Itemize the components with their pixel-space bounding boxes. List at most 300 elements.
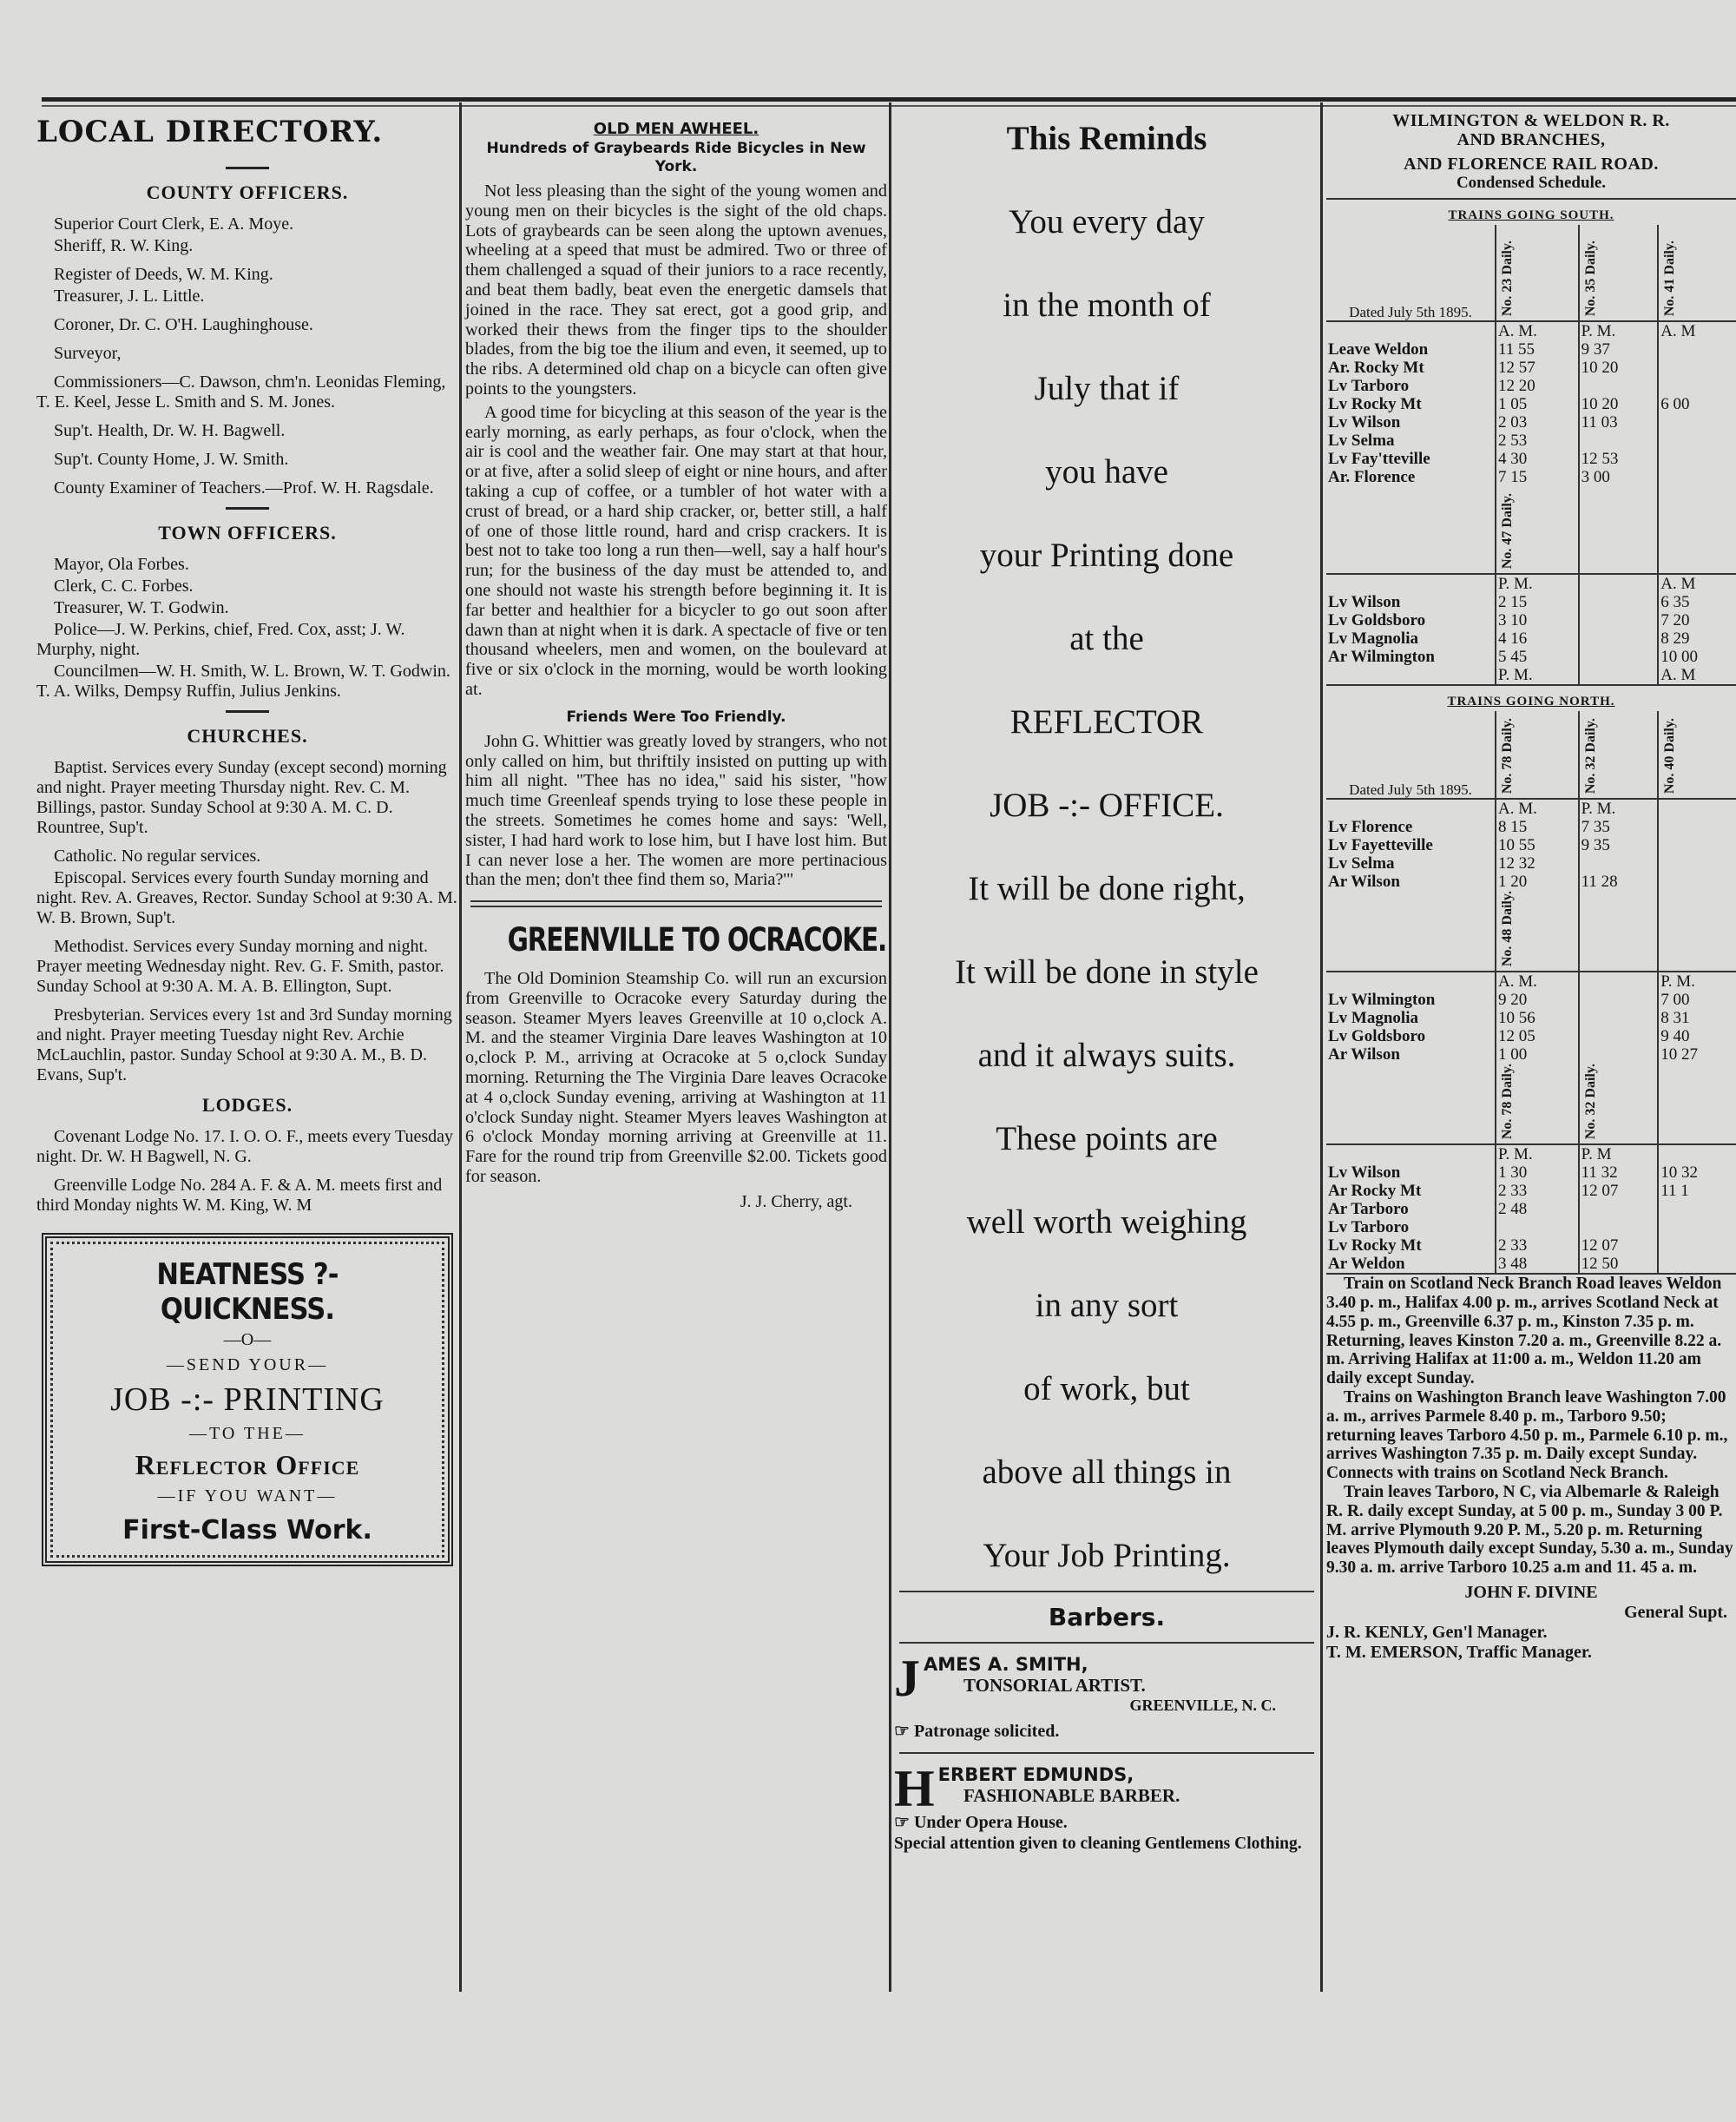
time-cell bbox=[1658, 359, 1736, 377]
north-rows-1 bbox=[1326, 799, 1736, 891]
timetable-row bbox=[1326, 836, 1736, 854]
time-cell: 2 15 bbox=[1496, 593, 1579, 611]
time-cell: 4 30 bbox=[1496, 450, 1579, 468]
timetable-row bbox=[1326, 991, 1736, 1009]
town-entry: Mayor, Ola Forbes. bbox=[54, 555, 189, 574]
reminder-line: These points are bbox=[996, 1120, 1218, 1157]
ad-ornament: —O— bbox=[223, 1330, 272, 1349]
time-cell: 8 31 bbox=[1658, 1009, 1736, 1027]
excursion-title: GREENVILLE TO OCRACOKE. bbox=[507, 921, 887, 959]
timetable-row bbox=[1326, 629, 1736, 648]
time-cell: 12 05 bbox=[1496, 1027, 1579, 1045]
timetable-row bbox=[1326, 1163, 1736, 1182]
lodge-entry: Covenant Lodge No. 17. I. O. O. F., meets every Tuesday night. Dr. W. H Bagwell, N. G. bbox=[36, 1127, 454, 1166]
time-cell: 7 20 bbox=[1658, 611, 1736, 629]
barber-name: AMES A. SMITH, bbox=[924, 1654, 1088, 1675]
station-cell: Lv Wilmington bbox=[1328, 991, 1436, 1010]
column-header-text: No. 47 Daily. bbox=[1500, 492, 1515, 569]
church-entry: Presbyterian. Services every 1st and 3rd Sunday morning and night. Prayer meeting Tuesday night Rev. Archie McLauchlin, pastor. Sunday School at 9:30 A. M., B. D. Evans, Sup't. bbox=[36, 1005, 452, 1084]
town-entry: Treasurer, W. T. Godwin. bbox=[54, 598, 229, 617]
time-cell: A. M bbox=[1658, 666, 1736, 684]
south-heading: TRAINS GOING SOUTH. bbox=[1448, 208, 1614, 222]
time-cell: 12 20 bbox=[1496, 377, 1579, 395]
timetable-header bbox=[1326, 891, 1736, 972]
time-cell bbox=[1496, 1218, 1579, 1236]
timetable-row bbox=[1326, 1200, 1736, 1218]
county-entry: Sup't. County Home, J. W. Smith. bbox=[54, 450, 289, 469]
timetable-row bbox=[1326, 377, 1736, 395]
time-cell: 6 00 bbox=[1658, 395, 1736, 413]
time-cell: 12 53 bbox=[1579, 450, 1659, 468]
timetable-row bbox=[1326, 648, 1736, 666]
timetable-header bbox=[1326, 1064, 1736, 1144]
timetable-row bbox=[1326, 1218, 1736, 1236]
column-rule-3 bbox=[1320, 102, 1323, 1992]
time-cell: 11 1 bbox=[1658, 1182, 1736, 1200]
time-cell: 8 29 bbox=[1658, 629, 1736, 648]
south-rows-1 bbox=[1326, 321, 1736, 486]
time-cell bbox=[1658, 468, 1736, 486]
station-cell: Lv Selma bbox=[1328, 854, 1395, 873]
station-cell: Lv Wilson bbox=[1328, 593, 1401, 611]
time-cell bbox=[1658, 1255, 1736, 1273]
time-cell: A. M. bbox=[1496, 972, 1579, 991]
church-entry: Episcopal. Services every fourth Sunday morning and night. Rev. A. Greaves, Rector. Sunday School at 9:30 A. M. W. B. Brown, Sup't. bbox=[36, 868, 457, 927]
reminder-line: This Reminds bbox=[1006, 120, 1207, 157]
county-entry: County Examiner of Teachers.—Prof. W. H. Ragsdale. bbox=[54, 478, 434, 498]
railroad-title: AND FLORENCE RAIL ROAD. bbox=[1404, 155, 1659, 174]
timetable-row bbox=[1326, 1027, 1736, 1045]
time-cell: 3 10 bbox=[1496, 611, 1579, 629]
column-header bbox=[1496, 486, 1579, 574]
timetable-row bbox=[1326, 321, 1736, 340]
town-entry: Councilmen—W. H. Smith, W. L. Brown, W. T. Godwin. T. A. Wilks, Dempsy Ruffin, Julius Jenkins. bbox=[36, 662, 450, 701]
north-rows-3 bbox=[1326, 1144, 1736, 1273]
timetable-row bbox=[1326, 1009, 1736, 1027]
branch-note: Trains on Washington Branch leave Washington 7.00 a. m., arrives Parmele 8.40 p. m., Tarboro 9.50; returning leaves Tarboro 4.50 p. m., Parmele 6.10 p. m., arrives Washington 7.35 p. m. Daily except Sunday. Connects with trains on Scotland Neck Branch. bbox=[1326, 1388, 1728, 1483]
divider bbox=[899, 1591, 1314, 1592]
town-officers-heading: TOWN OFFICERS. bbox=[158, 522, 337, 544]
reminder-line: well worth weighing bbox=[966, 1203, 1247, 1241]
ad-if: —IF YOU WANT— bbox=[157, 1486, 338, 1506]
time-cell: 7 15 bbox=[1496, 468, 1579, 486]
timetable-south bbox=[1326, 225, 1736, 684]
time-cell: P. M bbox=[1579, 1144, 1659, 1163]
time-cell: 11 55 bbox=[1496, 340, 1579, 359]
county-entry: Sheriff, R. W. King. bbox=[54, 236, 194, 255]
time-cell bbox=[1658, 450, 1736, 468]
time-cell: 7 00 bbox=[1658, 991, 1736, 1009]
divider bbox=[470, 906, 882, 907]
time-cell: 12 32 bbox=[1496, 854, 1579, 873]
divider bbox=[226, 710, 269, 713]
timetable-row bbox=[1326, 432, 1736, 450]
station-cell: Ar. Rocky Mt bbox=[1328, 359, 1424, 377]
reminder-ad bbox=[894, 116, 1319, 1578]
railroad-column bbox=[1326, 111, 1736, 1663]
timetable-row bbox=[1326, 468, 1736, 486]
signature-divine-title: General Supt. bbox=[1624, 1603, 1727, 1622]
column-header-text: No. 48 Daily. bbox=[1500, 891, 1515, 967]
time-cell bbox=[1579, 432, 1659, 450]
county-entry: Register of Deeds, W. M. King. bbox=[54, 265, 273, 284]
lodges-heading: LODGES. bbox=[201, 1094, 293, 1116]
county-officers-heading: COUNTY OFFICERS. bbox=[146, 181, 349, 203]
station-cell bbox=[1326, 666, 1496, 684]
time-cell: 12 50 bbox=[1579, 1255, 1659, 1273]
barber-location-text: Under Opera House. bbox=[913, 1813, 1068, 1832]
column-header bbox=[1658, 225, 1736, 321]
barber-edmunds bbox=[894, 1760, 1319, 1854]
time-cell: 9 37 bbox=[1579, 340, 1659, 359]
timetable-row bbox=[1326, 854, 1736, 873]
article-paragraph: A good time for bicycling at this season of the year is the early morning, as early perhaps, as four o'clock, when the air is cool and the weather fair. One may start at that hour, or at five, after a solid sleep of eight or nine hours, and after taking a cup of coffee, or a tumbler of hot water with a crust of bread, or a hard ship cracker, or, better still, a half of one of those little round, hard and crisp crackers. It is best not to take too long a run then—well, say a half hour's run; for the business of the day must be attended to, and one should not waste his strength before beginning it. It is far better and healthier for a bicycler to go out soon after dawn than at night when it is dark. A spectacle of five or ten thousand wheelers, men and women, on the boulevard at five or six o'clock in the morning, would be worth looking at. bbox=[465, 402, 887, 699]
county-entry: Surveyor, bbox=[54, 344, 122, 363]
time-cell bbox=[1658, 1218, 1736, 1236]
time-cell: 9 20 bbox=[1496, 991, 1579, 1009]
timetable-north bbox=[1326, 711, 1736, 1273]
signature-kenly: J. R. KENLY, Gen'l Manager. bbox=[1326, 1623, 1548, 1642]
timetable-row bbox=[1326, 395, 1736, 413]
county-entry: Treasurer, J. L. Little. bbox=[54, 287, 205, 306]
divider bbox=[899, 1642, 1314, 1644]
reminder-line: in the month of bbox=[1003, 287, 1211, 324]
reminder-line: of work, but bbox=[1023, 1370, 1190, 1407]
time-cell bbox=[1658, 1236, 1736, 1255]
time-cell bbox=[1579, 1200, 1659, 1218]
timetable-row bbox=[1326, 611, 1736, 629]
station-cell: Lv Fay'tteville bbox=[1328, 450, 1430, 468]
north-rows-2 bbox=[1326, 972, 1736, 1064]
local-directory-title: LOCAL DIRECTORY. bbox=[36, 115, 384, 149]
timetable-row bbox=[1326, 340, 1736, 359]
divider bbox=[1326, 684, 1736, 686]
time-cell: 1 00 bbox=[1496, 1045, 1579, 1064]
timetable-row bbox=[1326, 818, 1736, 836]
station-cell bbox=[1326, 972, 1496, 991]
time-cell: 2 33 bbox=[1496, 1182, 1579, 1200]
timetable-row bbox=[1326, 799, 1736, 818]
time-cell: A. M bbox=[1658, 574, 1736, 593]
time-cell: 2 03 bbox=[1496, 413, 1579, 432]
time-cell: 1 30 bbox=[1496, 1163, 1579, 1182]
railroad-title: AND BRANCHES, bbox=[1457, 130, 1606, 149]
column-header-text: No. 32 Daily. bbox=[1582, 717, 1598, 794]
time-cell: 11 28 bbox=[1579, 873, 1659, 891]
column-header bbox=[1579, 1064, 1659, 1144]
pointing-hand-icon: ☞ bbox=[894, 1722, 910, 1741]
station-cell bbox=[1326, 1144, 1496, 1163]
timetable-row bbox=[1326, 1045, 1736, 1064]
time-cell bbox=[1579, 629, 1659, 648]
ad-reflector-office: Reflector Office bbox=[135, 1449, 360, 1480]
time-cell: 10 32 bbox=[1658, 1163, 1736, 1182]
reminder-line: You every day bbox=[1009, 203, 1205, 241]
time-cell: 10 00 bbox=[1658, 648, 1736, 666]
reminder-line: Your Job Printing. bbox=[983, 1537, 1231, 1574]
time-cell: 5 45 bbox=[1496, 648, 1579, 666]
article-subtitle: Hundreds of Graybeards Ride Bicycles in New York. bbox=[486, 140, 866, 175]
timetable-row bbox=[1326, 574, 1736, 593]
timetable-row bbox=[1326, 450, 1736, 468]
article-title: OLD MEN AWHEEL. bbox=[593, 120, 760, 138]
station-cell: Ar Wilmington bbox=[1328, 648, 1435, 666]
divider bbox=[226, 507, 269, 510]
excursion-body: The Old Dominion Steamship Co. will run an excursion from Greenville to Ocracoke every Saturday during the season. Steamer Myers leaves Greenville at 10 o,clock A. M. and the steamer Virginia Dare leaves Washington at 10 o,clock P. M., arriving at Ocracoke at 5 o,clock Sunday morning. Returning the The Virginia Dare leaves Ocracoke at 4 o,clock Sunday evening, arriving at Washington at 11 o'clock Sunday night. Steamer Myers leaves Washington at 6 o'clock Monday morning arriving at Greenville at 11. Fare for the round trip from Greenville $2.00. Tickets good for season. bbox=[465, 969, 887, 1187]
barber-name: ERBERT EDMUNDS, bbox=[937, 1764, 1134, 1785]
time-cell bbox=[1579, 1045, 1659, 1064]
column-header bbox=[1496, 891, 1579, 972]
time-cell: 4 16 bbox=[1496, 629, 1579, 648]
railroad-title: WILMINGTON & WELDON R. R. bbox=[1392, 111, 1670, 130]
station-cell: Lv Rocky Mt bbox=[1328, 1236, 1422, 1255]
time-cell: 11 03 bbox=[1579, 413, 1659, 432]
timetable-row bbox=[1326, 359, 1736, 377]
barber-note bbox=[894, 1720, 1319, 1742]
station-cell: Ar. Florence bbox=[1328, 468, 1416, 486]
time-cell bbox=[1579, 1009, 1659, 1027]
time-cell: 10 20 bbox=[1579, 359, 1659, 377]
time-cell bbox=[1579, 666, 1659, 684]
time-cell bbox=[1579, 972, 1659, 991]
timetable-row bbox=[1326, 1255, 1736, 1273]
column-header bbox=[1496, 711, 1579, 799]
branch-note: Train leaves Tarboro, N C, via Albemarle & Raleigh R. R. daily except Sunday, at 5 00 p. m., Sunday 3 00 P. M. arrive Plymouth 9.20 P. M., 5.20 p. m. Returning leaves Plymouth daily except Sunday, 5.30 a. m., Sunday 9.30 a. m. arrive Tarboro 10.25 a.m and 11. 45 a. m. bbox=[1326, 1483, 1733, 1578]
divider bbox=[226, 167, 269, 169]
station-cell: Ar Tarboro bbox=[1328, 1200, 1409, 1219]
local-directory-column bbox=[36, 111, 458, 1566]
north-heading: TRAINS GOING NORTH. bbox=[1447, 695, 1615, 708]
time-cell: 1 05 bbox=[1496, 395, 1579, 413]
column-header-text: No. 40 Daily. bbox=[1662, 717, 1678, 794]
timetable-row bbox=[1326, 413, 1736, 432]
station-cell: Lv Goldsboro bbox=[1328, 1027, 1426, 1046]
town-entry: Clerk, C. C. Forbes. bbox=[54, 577, 194, 596]
time-cell: 9 40 bbox=[1658, 1027, 1736, 1045]
reminder-line: in any sort bbox=[1035, 1287, 1179, 1324]
time-cell: A. M. bbox=[1496, 799, 1579, 818]
station-cell: Ar Wilson bbox=[1328, 873, 1400, 891]
ad-first-class: First-Class Work. bbox=[122, 1515, 372, 1545]
pointing-hand-icon: ☞ bbox=[894, 1813, 910, 1832]
signature-divine: JOHN F. DIVINE bbox=[1464, 1583, 1598, 1602]
barbers-heading: Barbers. bbox=[1048, 1603, 1166, 1631]
time-cell bbox=[1658, 873, 1736, 891]
station-cell bbox=[1326, 799, 1496, 818]
timetable-row bbox=[1326, 1144, 1736, 1163]
ad-send: —SEND YOUR— bbox=[166, 1355, 329, 1374]
time-cell: P. M. bbox=[1496, 1144, 1579, 1163]
column-header-text: No. 23 Daily. bbox=[1500, 240, 1515, 316]
lodge-entry: Greenville Lodge No. 284 A. F. & A. M. meets first and third Monday nights W. M. King, W. M bbox=[36, 1176, 443, 1215]
time-cell: 6 35 bbox=[1658, 593, 1736, 611]
station-cell bbox=[1326, 574, 1496, 593]
station-cell: Lv Tarboro bbox=[1328, 377, 1410, 395]
timetable-header bbox=[1326, 711, 1736, 799]
reminder-line: REFLECTOR bbox=[1009, 703, 1204, 741]
time-cell: 10 56 bbox=[1496, 1009, 1579, 1027]
timetable-row bbox=[1326, 666, 1736, 684]
branch-note: Train on Scotland Neck Branch Road leaves Weldon 3.40 p. m., Halifax 4.00 p. m., arrives Scotland Neck at 4.55 p. m., Greenville 6.37 p. m., Kinston 7.35 p. m. Returning, leaves Kinston 7.20 a. m., Greenville 8.22 a. m. Arriving Halifax at 11:00 a. m., Weldon 11.20 am daily except Sunday. bbox=[1326, 1275, 1722, 1388]
time-cell bbox=[1658, 377, 1736, 395]
time-cell: P. M. bbox=[1496, 666, 1579, 684]
time-cell bbox=[1579, 648, 1659, 666]
time-cell: 3 48 bbox=[1496, 1255, 1579, 1273]
station-cell: Lv Magnolia bbox=[1328, 629, 1418, 648]
column-header-text: No. 32 Daily. bbox=[1582, 1064, 1598, 1140]
station-cell: Lv Magnolia bbox=[1328, 1009, 1418, 1028]
time-cell: 3 00 bbox=[1579, 468, 1659, 486]
timetable-header bbox=[1326, 225, 1736, 321]
ad-job-printing: JOB -:- PRINTING bbox=[110, 1381, 385, 1418]
time-cell bbox=[1579, 1027, 1659, 1045]
station-cell: Ar Wilson bbox=[1328, 1045, 1400, 1064]
reminder-line: above all things in bbox=[982, 1453, 1232, 1491]
column-header-text: No. 41 Daily. bbox=[1662, 240, 1678, 316]
divider bbox=[470, 900, 882, 902]
station-cell: Lv Wilson bbox=[1328, 413, 1401, 432]
time-cell: 10 27 bbox=[1658, 1045, 1736, 1064]
time-cell: P. M. bbox=[1579, 799, 1659, 818]
time-cell: 1 20 bbox=[1496, 873, 1579, 891]
article-paragraph: John G. Whittier was greatly loved by strangers, who not only called on him, but thriftily insisted on putting up with him all night. "Thee has no idea," said his sister, "how much time Greenleaf spends trying to lose these people in the streets. Sometimes he comes home and says: 'Well, sister, I had hard work to lose him, but I have lost him. But I can never lose a her. The women are more pertinacious than the men; don't thee find them so, Maria?'" bbox=[465, 731, 887, 890]
station-cell: Ar Rocky Mt bbox=[1328, 1182, 1422, 1201]
time-cell: 9 35 bbox=[1579, 836, 1659, 854]
column-header-text: No. 78 Daily. bbox=[1500, 717, 1515, 794]
drop-cap: H bbox=[894, 1760, 935, 1817]
time-cell bbox=[1658, 854, 1736, 873]
divider bbox=[1326, 198, 1736, 200]
column-header-text: No. 78 Daily. bbox=[1500, 1064, 1515, 1140]
time-cell: 7 35 bbox=[1579, 818, 1659, 836]
time-cell: 12 57 bbox=[1496, 359, 1579, 377]
column-header-text: No. 35 Daily. bbox=[1582, 240, 1598, 316]
top-rule bbox=[42, 97, 1736, 102]
railroad-subtitle: Condensed Schedule. bbox=[1456, 174, 1607, 192]
time-cell bbox=[1658, 1200, 1736, 1218]
timetable-row bbox=[1326, 873, 1736, 891]
time-cell bbox=[1579, 377, 1659, 395]
time-cell bbox=[1658, 836, 1736, 854]
column-header bbox=[1579, 225, 1659, 321]
time-cell bbox=[1579, 593, 1659, 611]
station-cell: Lv Wilson bbox=[1328, 1163, 1401, 1183]
reminder-line: you have bbox=[1045, 453, 1168, 491]
excursion-agent: J. J. Cherry, agt. bbox=[740, 1191, 852, 1211]
time-cell: 2 33 bbox=[1496, 1236, 1579, 1255]
articles-column bbox=[465, 111, 887, 1212]
station-cell: Lv Goldsboro bbox=[1328, 611, 1426, 629]
time-cell bbox=[1579, 854, 1659, 873]
time-cell: P. M. bbox=[1579, 321, 1659, 340]
station-cell: Lv Tarboro bbox=[1328, 1218, 1410, 1237]
reminder-line: your Printing done bbox=[979, 537, 1234, 574]
divider bbox=[899, 1752, 1314, 1754]
station-cell bbox=[1326, 321, 1496, 340]
time-cell: A. M. bbox=[1496, 321, 1579, 340]
article-paragraph: Not less pleasing than the sight of the young women and young men on their bicycles is the sight of the old chaps. Lots of graybeards can be seen along the uptown avenues, wheeling at a speed that must be admired. Two or three of them challenged a squad of their juniors to a race recently, and beat them badly, beat even the energetic damsels that joined in the race. They sat erect, got a good grip, and worked their thews from the finger tips to the shoulder blades, from the big toe the ilium and even, it seemed, up to the ribs. A determined old chap on a bicycle can often give points to the youngsters. bbox=[465, 181, 887, 399]
ad-to: —TO THE— bbox=[189, 1424, 306, 1443]
south-rows-2 bbox=[1326, 574, 1736, 684]
time-cell: 10 20 bbox=[1579, 395, 1659, 413]
timetable-header bbox=[1326, 486, 1736, 574]
timetable-row bbox=[1326, 1236, 1736, 1255]
county-entry: Sup't. Health, Dr. W. H. Bagwell. bbox=[54, 421, 286, 440]
time-cell: 12 07 bbox=[1579, 1236, 1659, 1255]
reminder-column bbox=[894, 111, 1319, 1854]
time-cell: 8 15 bbox=[1496, 818, 1579, 836]
timetable-date: Dated July 5th 1895. bbox=[1326, 711, 1496, 799]
time-cell bbox=[1658, 818, 1736, 836]
drop-cap: J bbox=[894, 1650, 920, 1707]
station-cell: Lv Fayetteville bbox=[1328, 836, 1433, 854]
time-cell bbox=[1658, 432, 1736, 450]
time-cell bbox=[1658, 413, 1736, 432]
barber-city: GREENVILLE, N. C. bbox=[1129, 1697, 1276, 1714]
time-cell bbox=[1579, 611, 1659, 629]
time-cell bbox=[1658, 799, 1736, 818]
county-entry: Superior Court Clerk, E. A. Moye. bbox=[54, 214, 294, 234]
neatness-quickness-ad bbox=[42, 1233, 453, 1566]
column-header bbox=[1496, 225, 1579, 321]
column-rule-2 bbox=[889, 102, 891, 1992]
time-cell: 2 53 bbox=[1496, 432, 1579, 450]
barber-title: TONSORIAL ARTIST. bbox=[963, 1675, 1146, 1696]
timetable-row bbox=[1326, 972, 1736, 991]
reminder-line: July that if bbox=[1034, 370, 1180, 407]
column-header bbox=[1658, 711, 1736, 799]
town-entry: Police—J. W. Perkins, chief, Fred. Cox, asst; J. W. Murphy, night. bbox=[36, 620, 405, 659]
time-cell bbox=[1658, 340, 1736, 359]
time-cell: P. M. bbox=[1496, 574, 1579, 593]
barber-location bbox=[894, 1811, 1319, 1833]
time-cell bbox=[1579, 991, 1659, 1009]
column-header bbox=[1496, 1064, 1579, 1144]
time-cell bbox=[1658, 1144, 1736, 1163]
time-cell bbox=[1579, 1218, 1659, 1236]
reminder-line: It will be done in style bbox=[955, 953, 1259, 991]
churches-heading: CHURCHES. bbox=[187, 725, 308, 747]
reminder-line: JOB -:- OFFICE. bbox=[990, 787, 1224, 824]
church-entry: Methodist. Services every Sunday morning and night. Prayer meeting Wednesday night. Rev. G. F. Smith, pastor. Sunday School at 9:30 A. M. A. B. Ellington, Supt. bbox=[36, 937, 444, 996]
church-entry: Baptist. Services every Sunday (except second) morning and night. Prayer meeting Thursday night. Rev. C. M. Billings, pastor. Sunday School at 9:30 A. M. C. D. Rountree, Sup't. bbox=[36, 758, 447, 837]
time-cell: 12 07 bbox=[1579, 1182, 1659, 1200]
timetable-row bbox=[1326, 1182, 1736, 1200]
station-cell: Ar Weldon bbox=[1328, 1255, 1405, 1274]
county-entry: Commissioners—C. Dawson, chm'n. Leonidas Fleming, T. E. Keel, Jesse L. Smith and S. M. Jones. bbox=[36, 372, 446, 412]
reminder-line: at the bbox=[1069, 620, 1144, 657]
station-cell: Lv Selma bbox=[1328, 432, 1395, 450]
article-title: Friends Were Too Friendly. bbox=[566, 708, 786, 726]
column-rule-1 bbox=[459, 102, 462, 1992]
timetable-date: Dated July 5th 1895. bbox=[1326, 225, 1496, 321]
time-cell: 2 48 bbox=[1496, 1200, 1579, 1218]
time-cell: 11 32 bbox=[1579, 1163, 1659, 1182]
barber-note: Special attention given to cleaning Gentlemens Clothing. bbox=[894, 1835, 1302, 1853]
station-cell: Leave Weldon bbox=[1328, 340, 1429, 359]
station-cell: Lv Rocky Mt bbox=[1328, 395, 1422, 413]
time-cell: 10 55 bbox=[1496, 836, 1579, 854]
column-header bbox=[1579, 711, 1659, 799]
barber-title: FASHIONABLE BARBER. bbox=[963, 1785, 1180, 1806]
time-cell: P. M. bbox=[1658, 972, 1736, 991]
time-cell bbox=[1579, 574, 1659, 593]
barber-smith bbox=[894, 1650, 1319, 1742]
barber-note-text: Patronage solicited. bbox=[913, 1722, 1060, 1741]
ad-headline: NEATNESS ?-QUICKNESS. bbox=[156, 1257, 339, 1327]
station-cell: Lv Florence bbox=[1328, 818, 1413, 836]
signature-emerson: T. M. EMERSON, Traffic Manager. bbox=[1326, 1643, 1592, 1662]
